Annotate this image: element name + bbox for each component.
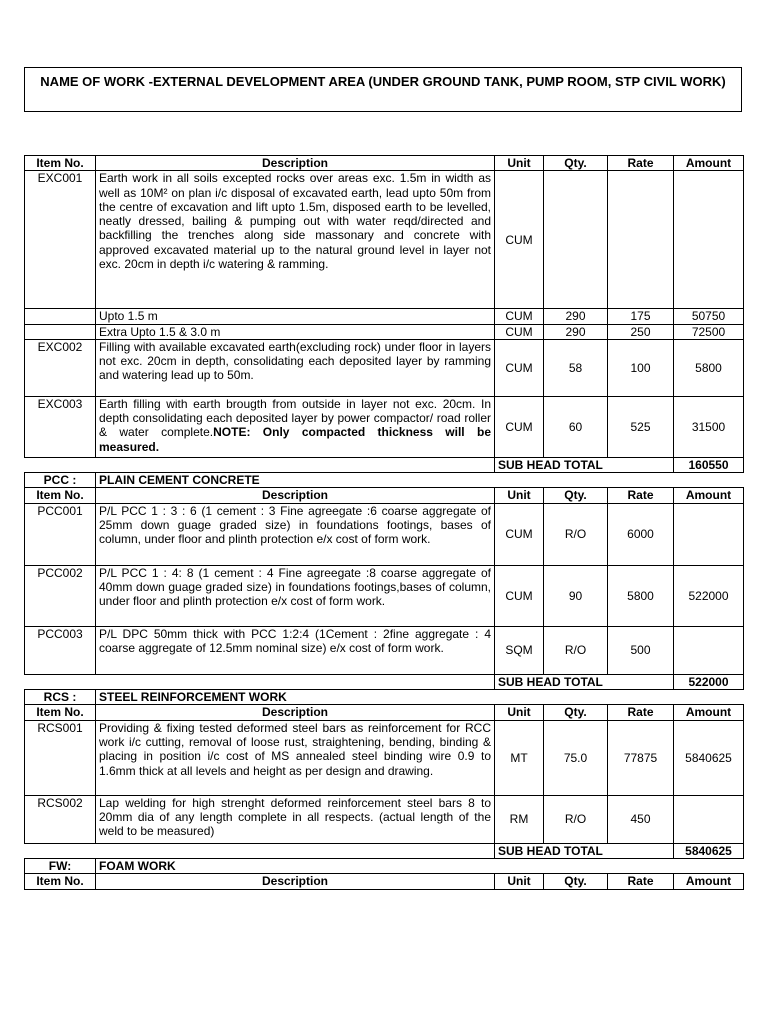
item-no: RCS002	[25, 795, 96, 843]
item-description: Earth work in all soils excepted rocks over areas exc. 1.5m in width as well as 10M² on plan i/c disposal of excavated earth, lead upto 50m from the centre of excavation and lift upto 1.5m, disposed earth to be levelled, neatly dressed, bailing & pumping out with water reqd/directed and backfilling the trenches along side massonary and concrete with approved excavated material up to the natural ground level in layer not exc. 20cm in depth i/c watering & ramming.	[96, 171, 495, 309]
subhead-total-label: SUB HEAD TOTAL	[495, 843, 674, 858]
section-code: PCC :	[25, 473, 96, 488]
subhead-total-label: SUB HEAD TOTAL	[495, 457, 674, 472]
item-unit: CUM	[495, 309, 544, 324]
work-title-text: NAME OF WORK -EXTERNAL DEVELOPMENT AREA (UNDER GROUND TANK, PUMP ROOM, STP CIVIL WORK)	[40, 74, 726, 89]
header-amount: Amount	[674, 156, 744, 171]
item-rate	[608, 171, 674, 309]
table-row	[25, 339, 744, 396]
header-description: Description	[96, 156, 495, 171]
section-name: PLAIN CEMENT CONCRETE	[96, 473, 744, 488]
item-unit: RM	[495, 795, 544, 843]
item-rate: 175	[608, 309, 674, 324]
table-header-row	[25, 705, 744, 720]
item-qty: 60	[544, 396, 608, 457]
header-amount: Amount	[674, 874, 744, 889]
item-amount: 5840625	[674, 720, 744, 795]
subhead-total-row	[25, 843, 744, 858]
section-name: FOAM WORK	[96, 858, 744, 873]
item-rate: 525	[608, 396, 674, 457]
table-row	[25, 396, 744, 457]
item-qty: R/O	[544, 503, 608, 565]
header-qty: Qty.	[544, 156, 608, 171]
item-amount	[674, 503, 744, 565]
item-qty: 58	[544, 339, 608, 396]
item-no: RCS001	[25, 720, 96, 795]
item-description: Lap welding for high strenght deformed reinforcement steel bars 8 to 20mm dia of any length complete in all respects. (actual length of the weld to be measured)	[96, 795, 495, 843]
item-no: EXC002	[25, 339, 96, 396]
item-amount: 5800	[674, 339, 744, 396]
item-description: P/L PCC 1 : 4: 8 (1 cement : 4 Fine agreegate :8 coarse aggregate of 40mm down guage graded size) in foundations footings,bases of column, under floor and plinth protection e/x cost of form work.	[96, 565, 495, 626]
item-no	[25, 309, 96, 324]
item-description: Filling with available excavated earth(excluding rock) under floor in layers not exc. 20cm in depth, consolidating each deposited layer by ramming and watering lead up to 50m.	[96, 339, 495, 396]
section-name: STEEL REINFORCEMENT WORK	[96, 690, 744, 705]
header-item-no: Item No.	[25, 874, 96, 889]
header-item-no: Item No.	[25, 156, 96, 171]
item-qty: R/O	[544, 795, 608, 843]
item-amount: 522000	[674, 565, 744, 626]
header-qty: Qty.	[544, 488, 608, 503]
header-amount: Amount	[674, 705, 744, 720]
section-code: RCS :	[25, 690, 96, 705]
item-description: P/L DPC 50mm thick with PCC 1:2:4 (1Cement : 2fine aggregate : 4 coarse aggregate of 12.5mm nominal size) e/x cost of form work.	[96, 626, 495, 674]
header-qty: Qty.	[544, 705, 608, 720]
header-description: Description	[96, 874, 495, 889]
item-description	[96, 396, 495, 457]
table-header-row	[25, 156, 744, 171]
header-rate: Rate	[608, 874, 674, 889]
table-row	[25, 171, 744, 309]
header-description: Description	[96, 488, 495, 503]
subhead-total-value: 5840625	[674, 843, 744, 858]
item-description-text: Earth filling with earth brougth from outside in layer not exc. 20cm. In depth consolidating each deposited layer by power compactor/ road roller & water complete.	[99, 396, 491, 440]
item-qty: 75.0	[544, 720, 608, 795]
item-rate: 77875	[608, 720, 674, 795]
item-unit: CUM	[495, 324, 544, 339]
item-qty: 290	[544, 324, 608, 339]
item-rate: 6000	[608, 503, 674, 565]
table-row	[25, 795, 744, 843]
section-row-pcc	[25, 473, 744, 488]
item-unit: CUM	[495, 565, 544, 626]
boq-table	[24, 155, 744, 890]
header-rate: Rate	[608, 488, 674, 503]
header-unit: Unit	[495, 488, 544, 503]
item-no: PCC003	[25, 626, 96, 674]
subhead-total-label: SUB HEAD TOTAL	[495, 674, 674, 689]
item-description: P/L PCC 1 : 3 : 6 (1 cement : 3 Fine agreegate :6 coarse aggregate of 25mm down guage graded size) in foundations footings, bases of column, under floor and plinth protection e/x cost of form work.	[96, 503, 495, 565]
section-code: FW:	[25, 858, 96, 873]
header-unit: Unit	[495, 156, 544, 171]
header-item-no: Item No.	[25, 488, 96, 503]
item-no	[25, 324, 96, 339]
table-row	[25, 309, 744, 324]
item-amount: 50750	[674, 309, 744, 324]
item-qty: 290	[544, 309, 608, 324]
table-header-row	[25, 488, 744, 503]
item-amount	[674, 171, 744, 309]
header-item-no: Item No.	[25, 705, 96, 720]
table-row	[25, 503, 744, 565]
item-no: EXC003	[25, 396, 96, 457]
item-description: Extra Upto 1.5 & 3.0 m	[96, 324, 495, 339]
item-unit: CUM	[495, 171, 544, 309]
item-note: NOTE: Only compacted thickness will be measured.	[99, 425, 491, 454]
item-amount	[674, 795, 744, 843]
subhead-total-value: 522000	[674, 674, 744, 689]
table-row	[25, 720, 744, 795]
subhead-total-row	[25, 674, 744, 689]
item-amount: 72500	[674, 324, 744, 339]
subhead-total-row	[25, 457, 744, 472]
header-amount: Amount	[674, 488, 744, 503]
item-unit: CUM	[495, 503, 544, 565]
header-unit: Unit	[495, 874, 544, 889]
item-amount: 31500	[674, 396, 744, 457]
item-unit: SQM	[495, 626, 544, 674]
item-description: Upto 1.5 m	[96, 309, 495, 324]
item-no: PCC001	[25, 503, 96, 565]
item-no: PCC002	[25, 565, 96, 626]
item-rate: 250	[608, 324, 674, 339]
header-rate: Rate	[608, 156, 674, 171]
item-rate: 5800	[608, 565, 674, 626]
item-unit: MT	[495, 720, 544, 795]
header-unit: Unit	[495, 705, 544, 720]
header-rate: Rate	[608, 705, 674, 720]
item-qty: R/O	[544, 626, 608, 674]
item-rate: 500	[608, 626, 674, 674]
table-row	[25, 565, 744, 626]
item-unit: CUM	[495, 339, 544, 396]
item-unit: CUM	[495, 396, 544, 457]
item-qty	[544, 171, 608, 309]
table-header-row	[25, 874, 744, 889]
work-title	[24, 67, 742, 112]
section-row-rcs	[25, 690, 744, 705]
header-description: Description	[96, 705, 495, 720]
subhead-total-value: 160550	[674, 457, 744, 472]
section-row-fw	[25, 858, 744, 873]
header-qty: Qty.	[544, 874, 608, 889]
item-no: EXC001	[25, 171, 96, 309]
item-rate: 450	[608, 795, 674, 843]
item-qty: 90	[544, 565, 608, 626]
table-row	[25, 626, 744, 674]
item-rate: 100	[608, 339, 674, 396]
table-row	[25, 324, 744, 339]
item-description: Providing & fixing tested deformed steel bars as reinforcement for RCC work i/c cutting, removal of loose rust, straightening, bending, binding & placing in position i/c cost of MS annealed steel binding wire 0.9 to 1.6mm thick at all levels and height as per design and drawing.	[96, 720, 495, 795]
item-amount	[674, 626, 744, 674]
